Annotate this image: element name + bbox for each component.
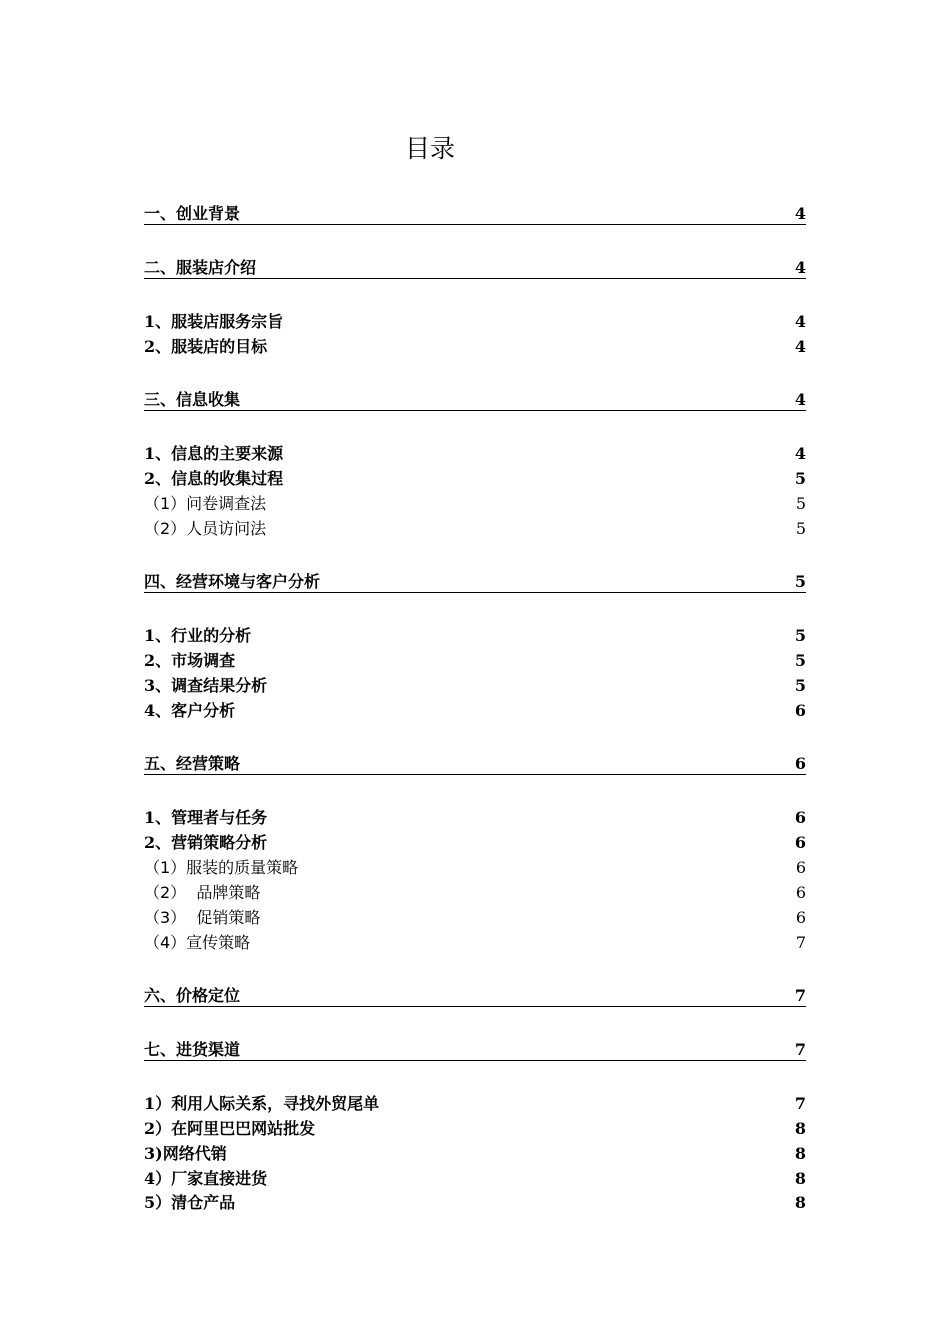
- toc-entry-section[interactable]: [144, 1117, 806, 1139]
- toc-entry-label: 一、创业背景: [144, 204, 241, 223]
- toc-entry-page: 4: [794, 337, 806, 356]
- toc-entry-section[interactable]: [144, 310, 806, 332]
- toc-title: 目录: [404, 134, 455, 163]
- toc-entry-label: 四、经营环境与客户分析: [144, 572, 321, 591]
- toc-entry-section[interactable]: [144, 649, 806, 671]
- toc-entry-label: 4）厂家直接进货: [144, 1169, 268, 1188]
- toc-entry-section[interactable]: [144, 1191, 806, 1213]
- toc-entry-label: （1）问卷调查法: [144, 494, 267, 513]
- toc-entry-label: 2、营销策略分析: [144, 833, 268, 852]
- toc-entry-subsection[interactable]: [144, 517, 806, 539]
- toc-entry-page: 5: [795, 519, 806, 538]
- toc-entry-label: 3、调查结果分析: [144, 676, 268, 695]
- toc-entry-page: 5: [794, 572, 806, 591]
- toc-entry-section[interactable]: [144, 674, 806, 696]
- toc-entry-page: 4: [794, 204, 806, 223]
- toc-entry-page: 6: [794, 808, 806, 827]
- toc-entry-page: 8: [794, 1144, 806, 1163]
- toc-entry-label: 1、信息的主要来源: [144, 444, 284, 463]
- toc-entry-chapter[interactable]: [144, 570, 806, 593]
- toc-entry-subsection[interactable]: [144, 881, 806, 903]
- toc-entry-page: 6: [794, 754, 806, 773]
- toc-entry-section[interactable]: [144, 699, 806, 721]
- toc-entry-page: 6: [795, 908, 806, 927]
- toc-entry-page: 6: [794, 701, 806, 720]
- toc-entry-section[interactable]: [144, 1167, 806, 1189]
- toc-entry-page: 8: [794, 1169, 806, 1188]
- toc-entry-subsection[interactable]: [144, 492, 806, 514]
- toc-entry-label: （2） 品牌策略: [144, 883, 261, 902]
- toc-entry-label: 1、服装店服务宗旨: [144, 312, 284, 331]
- toc-entry-section[interactable]: [144, 624, 806, 646]
- toc-entry-page: 7: [795, 933, 806, 952]
- toc-entry-label: 七、进货渠道: [144, 1040, 241, 1059]
- toc-entry-label: （4）宣传策略: [144, 933, 251, 952]
- toc-entry-subsection[interactable]: [144, 931, 806, 953]
- toc-entry-section[interactable]: [144, 467, 806, 489]
- toc-entry-page: 7: [794, 1094, 806, 1113]
- toc-entry-section[interactable]: [144, 335, 806, 357]
- toc-entry-subsection[interactable]: [144, 856, 806, 878]
- toc-entry-section[interactable]: [144, 1092, 806, 1114]
- toc-entry-label: 三、信息收集: [144, 390, 241, 409]
- toc-entry-label: 2、服装店的目标: [144, 337, 268, 356]
- toc-entry-label: 2）在阿里巴巴网站批发: [144, 1119, 316, 1138]
- toc-entry-page: 5: [794, 626, 806, 645]
- toc-entry-chapter[interactable]: [144, 202, 806, 225]
- toc-entry-label: 1）利用人际关系，寻找外贸尾单: [144, 1094, 380, 1113]
- toc-entry-page: 5: [794, 676, 806, 695]
- toc-entry-chapter[interactable]: [144, 1038, 806, 1061]
- toc-entry-page: 6: [795, 858, 806, 877]
- toc-entry-section[interactable]: [144, 1142, 806, 1164]
- toc-entry-section[interactable]: [144, 806, 806, 828]
- toc-entry-section[interactable]: [144, 831, 806, 853]
- toc-entry-page: 7: [794, 986, 806, 1005]
- toc-entry-subsection[interactable]: [144, 906, 806, 928]
- toc-entry-page: 4: [794, 258, 806, 277]
- toc-entry-label: （1）服装的质量策略: [144, 858, 299, 877]
- toc-entry-chapter[interactable]: [144, 256, 806, 279]
- toc-entry-page: 6: [794, 833, 806, 852]
- toc-entry-page: 5: [795, 494, 806, 513]
- toc-entry-label: 1、行业的分析: [144, 626, 252, 645]
- toc-entry-label: （3） 促销策略: [144, 908, 261, 927]
- toc-entry-page: 4: [794, 444, 806, 463]
- toc-entry-page: 4: [794, 390, 806, 409]
- toc-entry-label: 2、信息的收集过程: [144, 469, 284, 488]
- toc-entry-label: 五、经营策略: [144, 754, 241, 773]
- toc-entry-label: 2、市场调查: [144, 651, 236, 670]
- toc-entry-page: 5: [794, 651, 806, 670]
- toc-entry-label: 4、客户分析: [144, 701, 236, 720]
- toc-entry-page: 7: [794, 1040, 806, 1059]
- toc-entry-label: （2）人员访问法: [144, 519, 267, 538]
- toc-entry-chapter[interactable]: [144, 984, 806, 1007]
- toc-entry-page: 4: [794, 312, 806, 331]
- toc-entry-label: 1、管理者与任务: [144, 808, 268, 827]
- toc-entry-page: 8: [794, 1119, 806, 1138]
- toc-entry-label: 二、服装店介绍: [144, 258, 257, 277]
- toc-entry-page: 5: [794, 469, 806, 488]
- toc-entry-chapter[interactable]: [144, 752, 806, 775]
- toc-entry-label: 六、价格定位: [144, 986, 241, 1005]
- toc-entry-chapter[interactable]: [144, 388, 806, 411]
- toc-entry-page: 6: [795, 883, 806, 902]
- toc-entry-page: 8: [794, 1193, 806, 1212]
- toc-entry-label: 5）清仓产品: [144, 1193, 236, 1212]
- toc-entry-label: 3)网络代销: [144, 1144, 227, 1163]
- toc-entry-section[interactable]: [144, 442, 806, 464]
